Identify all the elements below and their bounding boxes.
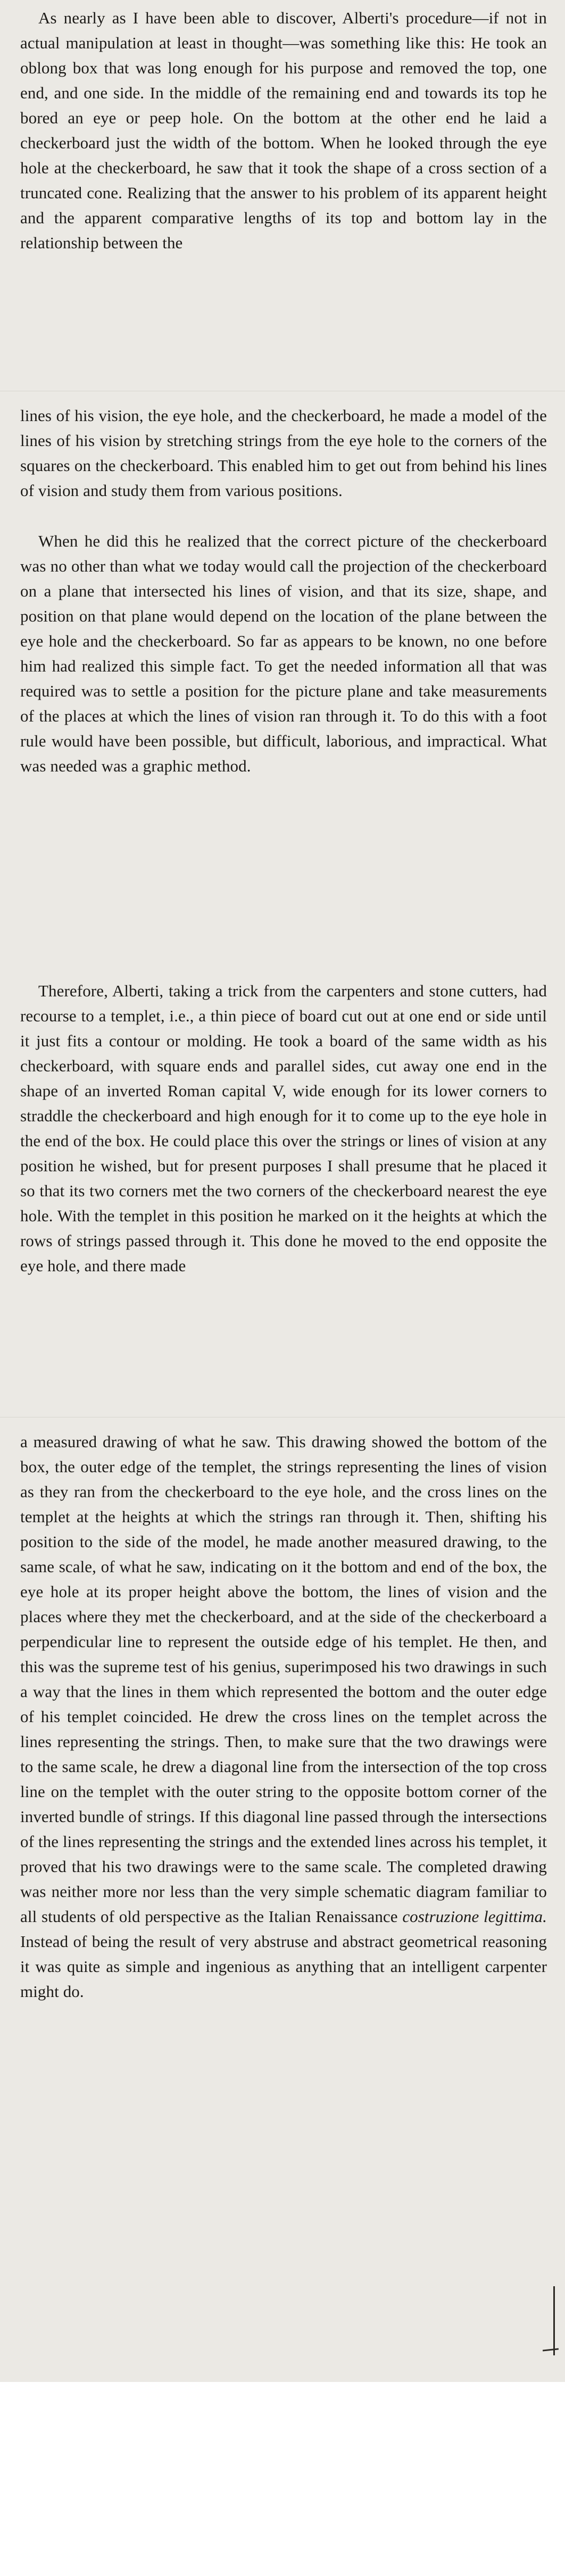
italic-term: costruzione legittima. (402, 1907, 547, 1926)
page-scan-section-3 (0, 1417, 565, 2382)
page-scan-section-1 (0, 0, 565, 391)
paragraph-lines-of-vision: lines of his vision, the eye hole, and the checkerboard, he made a model of the lines of his vision by stretching strings from the eye hole to the corners of the squares on the checkerboard. This enabled him to get out from behind his lines of vision and study them from various positions. (20, 406, 547, 500)
blank-area (0, 2382, 565, 2576)
paragraph-measured-drawing (20, 1429, 547, 2004)
paragraph-text-end: Instead of being the result of very abstruse and abstract geometrical reasoning it was quite as simple and ingenious as anything that an intelligent carpenter might do. (20, 1932, 547, 2001)
page-scan-section-2 (0, 391, 565, 1417)
paragraph-templet: Therefore, Alberti, taking a trick from the carpenters and stone cutters, had recourse to a templet, i.e., a thin piece of board cut out at one end or side until it just fits a contour or molding. He took a board of the same width as his checkerboard, with square ends and parallel sides, cut away one end in the shape of an inverted Roman capital V, wide enough for its lower corners to straddle the checkerboard and high enough for it to come up to the eye hole in the end of the box. He could place this over the strings or lines of vision at any position he wished, but for present purposes I shall presume that he placed it so that its two corners met the two corners of the checkerboard nearest the eye hole. With the templet in this position he marked on it the heights at which the rows of strings passed through it. This done he moved to the end opposite the eye hole, and there made (20, 981, 547, 1275)
margin-bracket-mark (553, 2286, 555, 2355)
paragraph-text-start: a measured drawing of what he saw. This drawing showed the bottom of the box, the outer edge of the templet, the strings representing the lines of vision as they ran from the checkerboard to the eye hole, and the cross lines on the templet at the heights at which the strings ran through it. Then, shifting his position to the side of the model, he made another measured drawing, to the same scale, of what he saw, indicating on it the bottom and end of the box, the eye hole at its proper height above the bottom, the lines of vision and the places where they met the checkerboard, and at the side of the checkerboard a perpendicular line to represent the outside edge of his templet. He then, and this was the supreme test of his genius, superimposed his two drawings in such a way that the lines in them which represented the bottom and the outer edge of his templet coincided. He drew the cross lines on the templet across the lines representing the strings. Then, to make sure that the two drawings were to the same scale, he drew a diagonal line from the intersection of the top cross line on the templet with the outer string to the opposite bottom corner of the inverted bundle of strings. If this diagonal line passed through the intersections of the lines representing the strings and the extended lines across his templet, it proved that his two drawings were to the same scale. The completed drawing was neither more nor less than the very simple schematic diagram familiar to all students of old perspective as the Italian Renaissance (20, 1432, 547, 1926)
paragraph-alberti-procedure: As nearly as I have been able to discover, Alberti's procedure—if not in actual manipulation at least in thought—was something like this: He took an oblong box that was long enough for his purpose and removed the top, one end, and one side. In the middle of the remaining end and towards its top he bored an eye or peep hole. On the bottom at the other end he laid a checkerboard just the width of the bottom. When he looked through the eye hole at the checkerboard, he saw that it took the shape of a cross section of a truncated cone. Realizing that the answer to his problem of its apparent height and the apparent comparative lengths of its top and bottom lay in the relationship between the (20, 9, 547, 252)
paragraph-projection-plane: When he did this he realized that the correct picture of the checkerboard was no other than what we today would call the projection of the checkerboard on a plane that intersected his lines of vision, and that its size, shape, and position on that plane would depend on the location of the plane between the eye hole and the checkerboard. So far as appears to be known, no one before him had realized this simple fact. To get the needed information all that was required was to settle a position for the picture plane and take measurements of the places at which the lines of vision ran through it. To do this with a foot rule would have been possible, but difficult, laborious, and impractical. What was needed was a graphic method. (20, 532, 547, 775)
